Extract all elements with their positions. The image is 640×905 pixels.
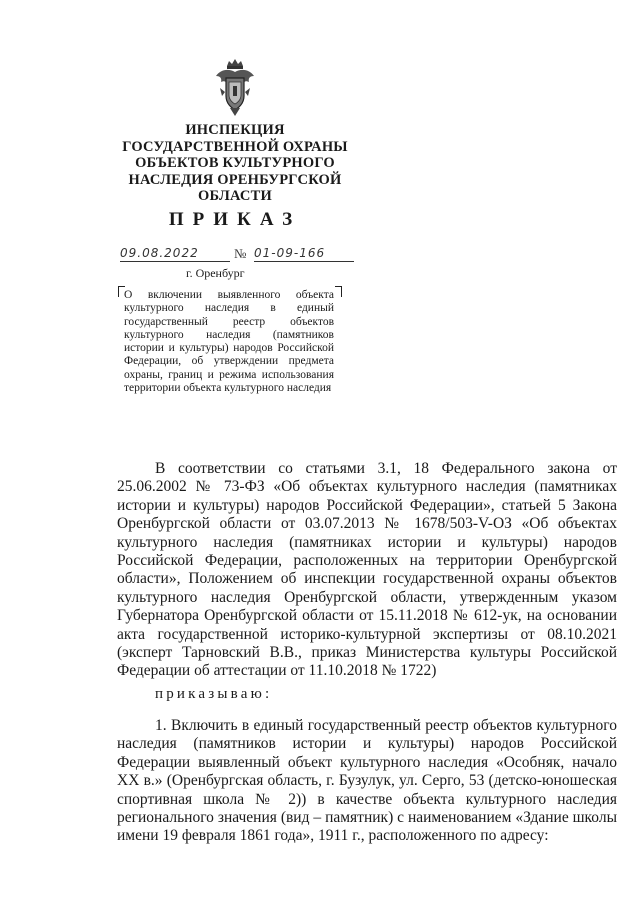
coat-of-arms-icon	[212, 58, 258, 118]
org-line: НАСЛЕДИЯ ОРЕНБУРГСКОЙ	[128, 171, 342, 188]
order-number: 01-09-166	[254, 246, 326, 260]
subject-bracket-right	[335, 286, 342, 297]
city-name: г. Оренбург	[186, 266, 245, 280]
order-date: 09.08.2022	[120, 246, 199, 260]
issuing-organization	[100, 122, 370, 205]
order-point-1: 1. Включить в единый государственный реестр объектов культурного наследия (памятников истории и культуры) народов Российской Федерации выявленный объект культурного наследия «Особняк, начало XX в.» (Оренбургская область, г. Бузулук, ул. Серго, 53 (детско-юношеская спортивная школа № 2)) в качестве объекта культурного наследия регионального значения (вид – памятник) с наименованием «Здание школы имени 19 февраля 1861 года», 1911 г., расположенного по адресу:	[117, 717, 617, 845]
number-label: №	[234, 246, 248, 261]
org-line: ОБЪЕКТОВ КУЛЬТУРНОГО	[135, 155, 335, 171]
date-underline	[120, 261, 230, 262]
number-underline	[254, 261, 354, 262]
date-number-line	[120, 246, 360, 264]
document-subject: О включении выявленного объекта культурного наследия в единый государственный реестр объектов культурного наследия (памятников истории и культуры) народов Российской Федерации, об утверждении предмета охраны, границ и режима использования территории объекта культурного наследия	[124, 289, 334, 395]
order-word: приказываю:	[155, 686, 273, 702]
org-line: ОБЛАСТИ	[198, 188, 272, 204]
org-line: ИНСПЕКЦИЯ	[185, 122, 285, 138]
preamble-paragraph: В соответствии со статьями 3.1, 18 Федерального закона от 25.06.2002 № 73-ФЗ «Об объектах культурного наследия (памятниках истории и культуры) народов Российской Федерации», статьей 5 Закона Оренбургской области от 03.07.2013 № 1678/503-V-ОЗ «Об объектах культурного наследия (памятниках истории и культуры) народов Российской Федерации, расположенных на территории Оренбургской области», Положением об инспекции государственной охраны объектов культурного наследия Оренбургской области, утвержденным указом Губернатора Оренбургской области от 15.11.2018 № 612-ук, на основании акта государственной историко-культурной экспертизы от 08.10.2021 (эксперт Тарновский В.В., приказ Министерства культуры Российской Федерации об аттестации от 11.10.2018 № 1722)	[117, 460, 617, 680]
org-line: ГОСУДАРСТВЕННОЙ ОХРАНЫ	[122, 138, 348, 155]
document-type-title: ПРИКАЗ	[168, 209, 302, 230]
